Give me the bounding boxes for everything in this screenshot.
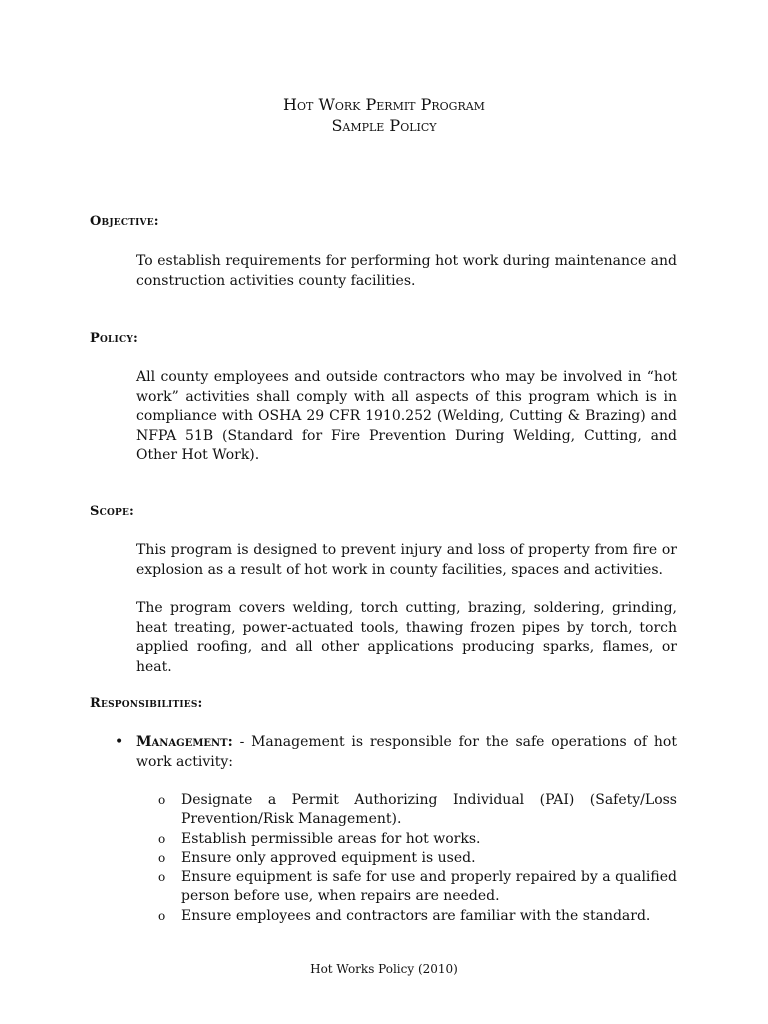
scope-text-2: The program covers welding, torch cutting, brazing, soldering, grinding, heat treating, power-actuated tools, thawing frozen pipes by torch, torch applied roofing, and all other applications producing sparks, flames, or heat. [136,600,677,675]
list-item: o Designate a Permit Authorizing Individual (PAI) (Safety/Loss Prevention/Risk Management). [158,792,677,828]
bullet-icon: • [115,734,124,750]
management-text [136,733,677,772]
title-line-1: Hot Work Permit Program [283,95,485,114]
policy-heading: Policy: [90,331,138,346]
objective-heading: Objective: [90,214,159,229]
management-bullet [115,733,677,772]
management-label: Management: [136,734,233,750]
objective-text: To establish requirements for performing hot work during maintenance and construction activities county facilities. [136,253,677,289]
scope-heading: Scope: [90,504,135,519]
circle-bullet-icon: o [158,870,166,885]
responsibilities-heading: Responsibilities: [90,696,203,711]
scope-text-1: This program is designed to prevent injury and loss of property from fire or explosion as a result of hot work in county facilities, spaces and activities. [136,542,677,578]
list-item: o Ensure only approved equipment is used. [158,849,677,868]
list-item: o Establish permissible areas for hot works. [158,830,677,849]
page-footer: Hot Works Policy (2010) [310,962,458,976]
title-line-2: Sample Policy [331,116,437,135]
list-item: o Ensure employees and contractors are familiar with the standard. [158,907,677,926]
circle-bullet-icon: o [158,908,166,923]
circle-bullet-icon: o [158,831,166,846]
management-duties-list [158,791,677,926]
circle-bullet-icon: o [158,850,166,865]
circle-bullet-icon: o [158,793,166,807]
list-item: o Ensure equipment is safe for use and properly repaired by a qualified person before use, when repairs are needed. [158,869,677,905]
policy-text: All county employees and outside contractors who may be involved in “hot work” activities shall comply with all aspects of this program which is in compliance with OSHA 29 CFR 1910.252 (Welding, Cutting & Brazing) and NFPA 51B (Standard for Fire Prevention During Welding, Cutting, and Other Hot Work). [136,369,677,463]
management-description: - Management is responsible for the safe operations of hot work activity: [136,734,677,770]
document-title [0,94,768,136]
